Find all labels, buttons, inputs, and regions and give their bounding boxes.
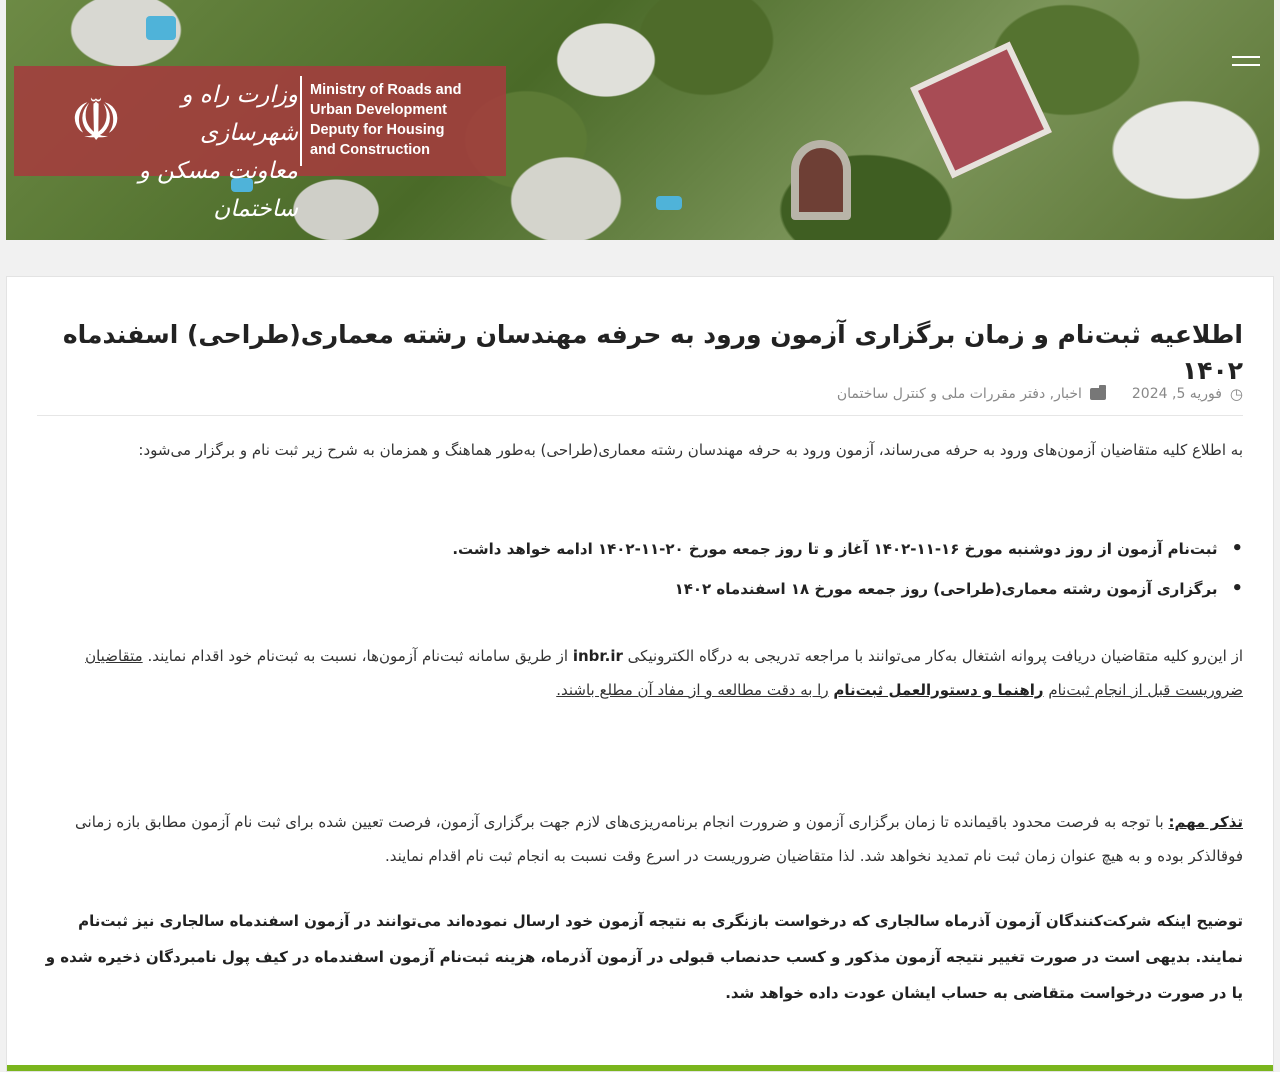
guide-text: را به دقت مطالعه و از مفاد آن مطلع باشند. bbox=[556, 681, 829, 699]
note-text: با توجه به فرصت محدود باقیمانده تا زمان برگزاری آزمون و ضرورت انجام برنامه‌ریزی‌های لازم جهت برگزاری آزمون، فرصت تعیین شده برای ثبت نام آزمون مطابق بازه زمانی فوقالذکر بوده و به هیچ عنوان زمان ثبت نام تمدید نخواهد شد. لذا متقاضیان ضروریست در اسرع وقت نسبت به انجام ثبت نام اقدام نمایند. bbox=[75, 813, 1243, 865]
post-intro: به اطلاع کلیه متقاضیان آزمون‌های ورود به حرفه می‌رساند، آزمون ورود به حرفه مهندسان رشته معماری(طراحی) به‌طور هماهنگ و همزمان به شرح زیر ثبت نام و برگزار می‌شود: bbox=[138, 441, 1243, 459]
ministry-name-en-line: Deputy for Housing bbox=[310, 122, 445, 138]
explanation-paragraph: توضیح اینکه شرکت‌کنندگان آزمون آذرماه سالجاری که درخواست بازنگری به نتیجه آزمون خود ارسال نموده‌اند می‌توانند در آزمون اسفندماه سالجاری نیز ثبت‌نام نمایند. بدیهی است در صورت تغییر نتیجه آزمون مذکور و کسب حدنصاب قبولی در آزمون آذرماه، هزینه ثبت‌نام آزمون اسفندماه در کیف پول نامبردگان ذخیره شده و یا در صورت درخواست متقاضی به حساب ایشان عودت داده خواهد شد. bbox=[45, 912, 1243, 1002]
list-item: • ثبت‌نام آزمون از روز دوشنبه مورخ ۱۶-۱۱-۱۴۰۲ آغاز و تا روز جمعه مورخ ۲۰-۱۱-۱۴۰۲ ادامه خواهد داشت. bbox=[43, 529, 1243, 569]
list-item: • برگزاری آزمون رشته معماری(طراحی) روز جمعه مورخ ۱۸ اسفندماه ۱۴۰۲ bbox=[43, 569, 1243, 609]
header-banner bbox=[6, 0, 1274, 240]
clock-icon: ◷ bbox=[1229, 385, 1243, 403]
note-label: تذکر مهم: bbox=[1168, 813, 1243, 831]
meta-divider bbox=[37, 415, 1243, 416]
post-categories[interactable]: اخبار, دفتر مقررات ملی و کنترل ساختمان bbox=[836, 386, 1082, 402]
ministry-name-fa bbox=[138, 76, 298, 228]
ministry-logo[interactable] bbox=[14, 66, 506, 222]
guide-text: متقاضیان ضروریست قبل از انجام ثبت‌نام bbox=[85, 647, 1243, 699]
iran-emblem-icon: ☫ bbox=[70, 86, 122, 154]
footer-accent-bar bbox=[7, 1065, 1273, 1071]
registration-text: از این‌رو کلیه متقاضیان دریافت پروانه اشتغال به‌کار می‌توانند با مراجعه تدریجی به درگاه الکترونیکی bbox=[627, 647, 1243, 665]
schedule-list bbox=[43, 529, 1243, 609]
aerial-roof-decoration bbox=[910, 41, 1052, 178]
inbr-link[interactable]: inbr.ir bbox=[572, 647, 623, 665]
important-note bbox=[33, 805, 1243, 873]
folder-icon bbox=[1090, 388, 1106, 400]
guide-link[interactable]: راهنما و دستورالعمل ثبت‌نام bbox=[833, 681, 1044, 699]
post-card bbox=[6, 276, 1274, 1072]
ministry-name-en-line: and Construction bbox=[310, 142, 431, 158]
registration-paragraph bbox=[33, 639, 1243, 707]
ministry-name-fa-line2: معاونت مسکن و ساختمان bbox=[138, 158, 298, 222]
post-date: فوریه 5, 2024 bbox=[1131, 386, 1222, 402]
ministry-name-fa-line1: وزارت راه و شهرسازی bbox=[181, 82, 298, 146]
ministry-name-en bbox=[310, 80, 461, 160]
aerial-pool-decoration bbox=[656, 196, 682, 210]
aerial-court-decoration bbox=[791, 140, 851, 220]
registration-text: از طریق سامانه ثبت‌نام آزمون‌ها، نسبت به ثبت‌نام خود اقدام نمایند. bbox=[147, 647, 569, 665]
post-meta bbox=[43, 379, 1243, 409]
aerial-pool-decoration bbox=[146, 16, 176, 40]
ministry-name-en-line: Urban Development bbox=[310, 102, 447, 118]
post-title: اطلاعیه ثبت‌نام و زمان برگزاری آزمون ورود به حرفه مهندسان رشته معماری(طراحی) اسفندماه ۱۴۰۲ bbox=[62, 320, 1243, 385]
ministry-name-en-line: Ministry of Roads and bbox=[310, 82, 462, 98]
menu-icon[interactable] bbox=[1232, 56, 1260, 72]
logo-divider bbox=[300, 76, 302, 166]
